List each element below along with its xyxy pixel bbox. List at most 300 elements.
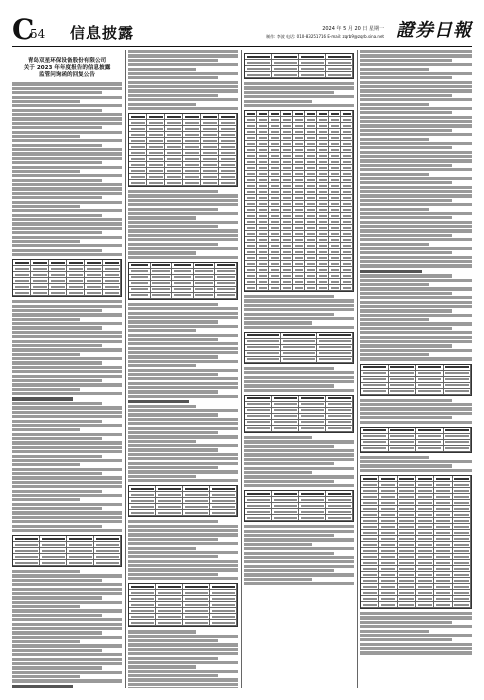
text-line: [128, 229, 238, 232]
column-3: [244, 50, 354, 688]
text-line: [360, 456, 429, 459]
text-line: [12, 574, 122, 577]
text-line: [244, 295, 334, 298]
table-cell: [453, 602, 471, 608]
text-line: [128, 247, 238, 250]
table-cell: [326, 72, 353, 78]
text-line: [360, 464, 452, 467]
table-cell: [129, 620, 156, 626]
text-line: [128, 533, 238, 536]
text-line: [244, 299, 354, 302]
text-line: [360, 203, 472, 206]
text-line: [360, 460, 472, 463]
text-line: [128, 687, 238, 688]
text-line: [128, 325, 238, 328]
masthead-rule: [12, 46, 472, 47]
text-line: [360, 173, 429, 176]
headline-line: 监管问询函的回复公告: [39, 71, 95, 78]
text-line: [360, 399, 452, 402]
text-line: [360, 129, 452, 132]
text-line: [360, 647, 472, 650]
table-cell: [194, 293, 216, 299]
text-line: [12, 335, 122, 338]
text-line: [128, 199, 238, 202]
text-line: [12, 498, 80, 501]
data-table: [128, 583, 238, 627]
table-cell: [257, 285, 269, 291]
text-line: [12, 446, 122, 449]
text-line: [244, 543, 312, 546]
text-line: [360, 81, 472, 84]
data-table: [128, 113, 238, 187]
text-line: [12, 126, 102, 129]
text-line: [128, 444, 238, 447]
text-line: [12, 161, 102, 164]
text-line: [360, 279, 472, 282]
text-line: [128, 68, 196, 71]
text-line: [360, 260, 472, 263]
section-name: 信息披露: [70, 24, 135, 42]
text-line: [128, 369, 238, 372]
text-line: [12, 309, 102, 312]
text-line: [12, 392, 122, 395]
table-cell: [129, 293, 151, 299]
text-line: [128, 364, 196, 367]
text-line: [12, 662, 122, 665]
text-line: [360, 124, 472, 127]
text-line: [12, 331, 122, 334]
text-line: [12, 605, 80, 608]
text-line: [128, 54, 238, 57]
text-line: [12, 348, 122, 351]
text-line: [128, 81, 238, 84]
text-line: [128, 50, 238, 53]
text-line: [12, 344, 102, 347]
masthead: [12, 13, 472, 46]
text-line: [128, 390, 218, 393]
text-line: [12, 196, 102, 199]
text-line: [12, 455, 102, 458]
text-line: [12, 300, 122, 303]
text-line: [360, 651, 472, 654]
text-line: [128, 409, 238, 412]
text-line: [12, 441, 122, 444]
text-line: [128, 342, 238, 345]
text-line: [12, 113, 122, 116]
text-line: [244, 321, 312, 324]
text-line: [360, 229, 472, 232]
text-line: [12, 379, 102, 382]
text-line: [128, 542, 238, 545]
text-line: [12, 503, 122, 506]
text-line: [360, 216, 452, 219]
table-cell: [281, 357, 317, 363]
text-line: [360, 292, 452, 295]
text-line: [12, 144, 102, 147]
text-line: [128, 303, 218, 306]
text-line: [12, 187, 122, 190]
text-line: [128, 373, 218, 376]
table-cell: [129, 510, 156, 516]
text-line: [360, 243, 429, 246]
text-line: [244, 475, 354, 478]
table-cell: [389, 446, 417, 452]
text-line: [12, 366, 122, 369]
text-line: [360, 305, 472, 308]
text-line: [12, 192, 122, 195]
text-line: [360, 107, 472, 110]
text-line: [244, 565, 354, 568]
table-cell: [326, 515, 353, 521]
table-cell: [245, 515, 272, 521]
text-line: [128, 395, 238, 398]
text-line: [128, 573, 218, 576]
section-letter: C: [12, 13, 35, 46]
text-line: [12, 623, 122, 626]
text-line: [128, 639, 218, 642]
text-line: [360, 142, 472, 145]
text-line: [244, 552, 334, 555]
text-line: [12, 411, 122, 414]
text-line: [244, 449, 354, 452]
text-line: [360, 208, 429, 211]
text-line: [360, 89, 472, 92]
text-line: [12, 472, 102, 475]
table-cell: [444, 389, 472, 395]
text-line: [360, 634, 472, 637]
text-line: [12, 529, 122, 532]
text-line: [12, 109, 102, 112]
table-cell: [361, 446, 389, 452]
text-line: [360, 94, 452, 97]
text-line: [128, 435, 238, 438]
text-line: [360, 212, 472, 215]
table-cell: [165, 180, 183, 186]
text-line: [360, 120, 472, 123]
section-subhead: [12, 397, 73, 400]
text-line: [360, 643, 472, 646]
data-table: [360, 475, 472, 609]
text-line: [12, 244, 122, 247]
text-line: [360, 59, 452, 62]
text-line: [244, 304, 354, 307]
text-line: [12, 322, 122, 325]
text-line: [128, 190, 218, 193]
table-cell: [201, 180, 219, 186]
text-line: [12, 87, 122, 90]
text-line: [360, 85, 472, 88]
text-line: [360, 621, 452, 624]
text-line: [128, 316, 238, 319]
newspaper-logo: 證券日報: [396, 20, 472, 41]
column-body: [128, 50, 238, 688]
text-line: [360, 274, 452, 277]
text-line: [128, 238, 238, 241]
text-line: [12, 201, 122, 204]
text-line: [360, 327, 452, 330]
text-line: [12, 666, 102, 669]
text-line: [12, 636, 122, 639]
text-line: [360, 194, 472, 197]
text-line: [128, 630, 196, 633]
table-cell: [67, 290, 85, 296]
text-line: [12, 618, 122, 621]
text-line: [12, 357, 122, 360]
text-line: [12, 675, 80, 678]
text-line: [128, 643, 238, 646]
text-line: [128, 338, 218, 341]
table-cell: [272, 426, 299, 432]
text-line: [12, 174, 122, 177]
text-line: [244, 556, 354, 559]
text-line: [12, 231, 102, 234]
table-cell: [317, 285, 329, 291]
text-line: [12, 218, 122, 221]
text-line: [244, 380, 354, 383]
text-line: [128, 234, 238, 237]
table-cell: [269, 285, 281, 291]
text-line: [128, 470, 238, 473]
text-line: [128, 652, 238, 655]
column-divider: [357, 50, 358, 688]
text-line: [12, 388, 80, 391]
text-line: [12, 644, 122, 647]
text-line: [128, 351, 238, 354]
text-line: [128, 107, 238, 110]
text-line: [128, 63, 238, 66]
text-line: [128, 418, 238, 421]
table-cell: [40, 560, 67, 566]
text-line: [12, 383, 122, 386]
text-line: [360, 630, 429, 633]
table-cell: [326, 426, 353, 432]
text-line: [12, 490, 102, 493]
headline-line: 关于 2023 年年度报告的信息披露: [23, 64, 111, 71]
text-line: [360, 50, 472, 53]
text-line: [244, 471, 312, 474]
text-line: [128, 657, 218, 660]
text-line: [128, 555, 218, 558]
text-line: [244, 308, 354, 311]
table-cell: [293, 285, 305, 291]
table-cell: [245, 357, 281, 363]
text-line: [244, 100, 312, 103]
text-line: [244, 313, 334, 316]
text-line: [360, 181, 452, 184]
text-line: [12, 157, 122, 160]
text-line: [12, 122, 122, 125]
text-line: [128, 225, 218, 228]
text-line: [128, 89, 238, 92]
text-line: [128, 256, 238, 259]
text-line: [360, 412, 472, 415]
text-line: [12, 450, 122, 453]
text-line: [244, 573, 354, 576]
text-line: [12, 494, 122, 497]
data-table: [244, 332, 354, 364]
text-line: [360, 403, 472, 406]
text-line: [128, 312, 238, 315]
table-cell: [156, 510, 183, 516]
text-line: [360, 225, 472, 228]
text-line: [128, 85, 238, 88]
text-line: [360, 407, 472, 410]
text-line: [128, 221, 238, 224]
data-table: [12, 535, 122, 567]
text-line: [12, 375, 122, 378]
text-line: [360, 76, 452, 79]
text-line: [128, 475, 196, 478]
text-line: [128, 457, 238, 460]
text-line: [244, 582, 354, 585]
text-line: [360, 349, 472, 352]
text-line: [244, 436, 312, 439]
text-line: [12, 437, 102, 440]
table-cell: [172, 293, 194, 299]
text-line: [12, 313, 122, 316]
text-line: [12, 588, 122, 591]
text-line: [128, 661, 238, 664]
text-line: [360, 322, 472, 325]
table-cell: [398, 602, 416, 608]
text-line: [128, 212, 238, 215]
text-line: [12, 476, 122, 479]
text-line: [360, 234, 452, 237]
text-line: [244, 445, 334, 448]
table-cell: [13, 290, 31, 296]
table-cell: [272, 515, 299, 521]
data-table: [244, 110, 354, 292]
text-line: [244, 376, 354, 379]
text-line: [128, 360, 238, 363]
text-line: [128, 577, 238, 580]
text-line: [244, 326, 354, 329]
text-line: [12, 596, 102, 599]
text-line: [360, 186, 472, 189]
text-line: [12, 583, 122, 586]
text-line: [128, 216, 196, 219]
text-line: [128, 355, 218, 358]
text-line: [12, 82, 122, 85]
text-line: [12, 152, 122, 155]
text-line: [128, 560, 238, 563]
text-line: [244, 82, 354, 85]
text-line: [360, 63, 472, 66]
text-line: [12, 361, 102, 364]
text-line: [128, 243, 218, 246]
text-line: [360, 331, 472, 334]
text-line: [12, 91, 102, 94]
table-cell: [389, 389, 417, 395]
text-line: [360, 309, 452, 312]
text-line: [360, 159, 472, 162]
table-cell: [299, 515, 326, 521]
text-line: [244, 467, 354, 470]
text-line: [360, 469, 472, 472]
text-line: [128, 525, 238, 528]
data-table: [360, 427, 472, 453]
text-line: [128, 683, 238, 686]
text-line: [128, 386, 238, 389]
table-cell: [85, 290, 103, 296]
text-line: [128, 377, 238, 380]
text-line: [244, 560, 354, 563]
text-line: [244, 453, 354, 456]
column-body: [360, 50, 472, 655]
text-line: [360, 638, 452, 641]
text-line: [12, 170, 80, 173]
section-number: 54: [30, 27, 46, 41]
text-line: [12, 679, 122, 682]
text-line: [360, 138, 429, 141]
table-cell: [329, 285, 341, 291]
text-line: [360, 221, 472, 224]
table-cell: [183, 620, 210, 626]
column-divider: [125, 50, 126, 688]
text-line: [360, 283, 429, 286]
article-headline: [12, 58, 122, 78]
text-line: [360, 177, 472, 180]
text-line: [128, 678, 238, 681]
text-line: [128, 382, 238, 385]
table-cell: [341, 285, 353, 291]
text-line: [244, 91, 334, 94]
column-4: [360, 50, 472, 688]
text-line: [360, 353, 429, 356]
text-line: [244, 534, 334, 537]
table-cell: [361, 389, 389, 395]
table-cell: [299, 426, 326, 432]
table-cell: [129, 180, 147, 186]
text-line: [360, 151, 472, 154]
contact-line: 制作: 李波 电话: 010-83251716 E-mail: zqrb9@zqrb.sina.net: [266, 34, 384, 39]
text-line: [128, 462, 238, 465]
text-line: [360, 133, 472, 136]
text-line: [12, 236, 122, 239]
text-line: [12, 468, 122, 471]
text-line: [360, 54, 472, 57]
text-line: [360, 318, 429, 321]
table-cell: [151, 293, 173, 299]
table-cell: [31, 290, 49, 296]
text-line: [128, 551, 238, 554]
text-line: [12, 507, 102, 510]
text-line: [128, 203, 238, 206]
text-line: [360, 416, 452, 419]
text-line: [12, 631, 102, 634]
text-line: [360, 616, 472, 619]
text-line: [128, 648, 238, 651]
table-cell: [281, 285, 293, 291]
table-cell: [183, 510, 210, 516]
text-line: [128, 479, 238, 482]
text-line: [128, 431, 218, 434]
text-line: [360, 421, 472, 424]
text-line: [12, 516, 122, 519]
text-line: [128, 329, 196, 332]
table-cell: [210, 620, 237, 626]
text-line: [360, 612, 472, 615]
table-cell: [305, 285, 317, 291]
table-cell: [317, 357, 353, 363]
table-cell: [444, 446, 472, 452]
table-cell: [416, 446, 444, 452]
text-line: [244, 104, 354, 107]
table-cell: [416, 389, 444, 395]
text-line: [12, 601, 122, 604]
text-line: [244, 480, 334, 483]
text-line: [244, 86, 354, 89]
